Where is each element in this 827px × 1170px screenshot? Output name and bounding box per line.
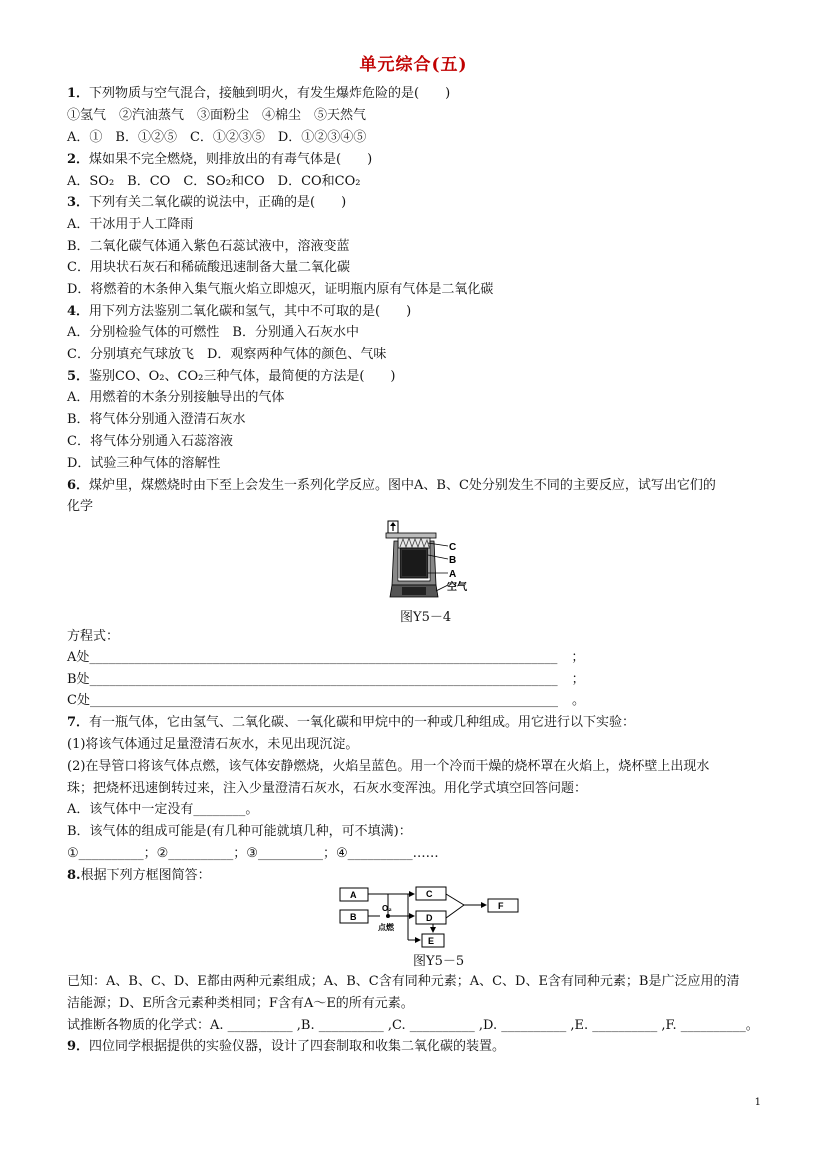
figure-caption-y5-4: 图Y5－4 <box>400 610 452 625</box>
o2-label: O₂ <box>382 904 392 913</box>
question-number: 9． <box>67 1039 90 1054</box>
box-c-label: C <box>426 889 433 899</box>
q5-option-b: B．将气体分别通入澄清石灰水 <box>67 412 246 427</box>
question-number: 3． <box>67 195 90 210</box>
answer-blank[interactable]: ________________________________________________________________________ <box>89 672 558 687</box>
q5-option-a: A．用燃着的木条分别接触导出的气体 <box>67 390 285 405</box>
question-number: 7． <box>67 715 90 730</box>
q3-option-b: B．二氧化碳气体通入紫色石蕊试液中，溶液变蓝 <box>67 239 350 254</box>
q8-known-2: 洁能源；D、E所含元素种类相同；F含有A～E的所有元素。 <box>67 996 414 1011</box>
question-stem: 四位同学根据提供的实验仪器，设计了四套制取和收集二氧化碳的装置。 <box>89 1039 506 1054</box>
q8-known-1: 已知：A、B、C、D、E都由两种元素组成；A、B、C含有同种元素；A、C、D、E含有同种元素；B是广泛应用的清 <box>67 974 740 989</box>
line-label: B处 <box>67 672 90 687</box>
question-number: 1． <box>67 86 90 101</box>
q1-options: A．① B．①②⑤ C．①②③⑤ D．①②③④⑤ <box>67 130 367 145</box>
page-number: 1 <box>754 1097 761 1108</box>
label-c: C <box>449 542 457 553</box>
label-air: 空气 <box>447 582 467 593</box>
box-e-label: E <box>428 936 435 946</box>
question-stem: 下列物质与空气混合，接触到明火，有发生爆炸危险的是( ) <box>89 86 451 101</box>
q7-step-1: (1)将该气体通过足量澄清石灰水，未见出现沉淀。 <box>67 737 359 752</box>
question-6 <box>67 477 716 495</box>
coal-stove-figure <box>382 519 482 603</box>
box-f-label: F <box>498 901 504 911</box>
question-8 <box>67 867 211 885</box>
question-7 <box>67 714 635 732</box>
q6-line-a <box>67 649 584 667</box>
q7-blanks[interactable]: ①__________；②__________；③__________；④__________…… <box>67 846 439 861</box>
page-title: 单元综合(五) <box>359 55 468 75</box>
q4-options-ab: A．分别检验气体的可燃性 B．分别通入石灰水中 <box>67 325 359 340</box>
box-b-label: B <box>350 912 357 922</box>
question-stem: 下列有关二氧化碳的说法中，正确的是( ) <box>89 195 347 210</box>
question-1 <box>67 85 450 103</box>
q7-part-a: A．该气体中一定没有________。 <box>67 802 259 817</box>
q7-step-2a: (2)在导管口将该气体点燃，该气体安静燃烧，火焰呈蓝色。用一个冷而干燥的烧杯罩在火焰上，烧杯壁上出现水 <box>67 759 710 774</box>
ignite-label: 点燃 <box>378 923 394 932</box>
q7-part-b: B．该气体的组成可能是(有几种可能就填几种，可不填满)： <box>67 824 412 839</box>
question-stem: 煤如果不完全燃烧，则排放出的有毒气体是( ) <box>89 152 373 167</box>
question-number: 5． <box>67 369 90 384</box>
answer-blank[interactable]: ________________________________________________________________________ <box>89 650 558 665</box>
question-number: 8. <box>67 868 81 883</box>
label-a: A <box>449 569 457 580</box>
line-end: ； <box>571 650 585 665</box>
q3-option-c: C．用块状石灰石和稀硫酸迅速制备大量二氧化碳 <box>67 260 350 275</box>
flowchart-figure <box>338 884 520 950</box>
q1-items: ①氢气 ②汽油蒸气 ③面粉尘 ④棉尘 ⑤天然气 <box>67 108 367 123</box>
question-5 <box>67 368 395 386</box>
q4-options-cd: C．分别填充气球放飞 D．观察两种气体的颜色、气味 <box>67 347 387 362</box>
question-2 <box>67 151 372 169</box>
question-number: 4． <box>67 304 90 319</box>
question-stem: 有一瓶气体，它由氢气、二氧化碳、一氧化碳和甲烷中的一种或几种组成。用它进行以下实验： <box>89 715 636 730</box>
q6-line-c <box>67 692 585 710</box>
question-3 <box>67 194 346 212</box>
question-9 <box>67 1038 505 1056</box>
q5-option-d: D．试验三种气体的溶解性 <box>67 456 221 471</box>
line-label: C处 <box>67 693 90 708</box>
q3-option-d: D．将燃着的木条伸入集气瓶火焰立即熄灭，证明瓶内原有气体是二氧化碳 <box>67 282 494 297</box>
box-d-label: D <box>426 913 433 923</box>
line-end: ； <box>571 672 585 687</box>
label-b: B <box>449 555 457 566</box>
q6-equation-title: 方程式： <box>67 629 120 644</box>
answer-blank[interactable]: ________________________________________________________________________ <box>89 693 558 708</box>
question-stem: 用下列方法鉴别二氧化碳和氢气，其中不可取的是( ) <box>89 304 412 319</box>
q6-stem-cont: 化学 <box>67 499 94 514</box>
q7-step-2b: 珠；把烧杯迅速倒转过来，注入少量澄清石灰水，石灰水变浑浊。用化学式填空回答问题： <box>67 781 588 796</box>
q2-options: A．SO₂ B．CO C．SO₂和CO D．CO和CO₂ <box>67 174 361 189</box>
question-number: 2． <box>67 152 90 167</box>
q8-infer[interactable]: 试推断各物质的化学式：A. __________ ,B. __________ ,C. __________ ,D. __________ ,E. __________ ,F. __________。 <box>67 1018 759 1033</box>
line-end: 。 <box>571 693 585 708</box>
q5-option-c: C．将气体分别通入石蕊溶液 <box>67 434 233 449</box>
question-4 <box>67 303 411 321</box>
question-stem: 鉴别CO、O₂、CO₂三种气体，最简便的方法是( ) <box>89 369 396 384</box>
figure-caption-y5-5: 图Y5－5 <box>413 954 465 969</box>
question-number: 6． <box>67 478 90 493</box>
question-stem: 煤炉里，煤燃烧时由下至上会发生一系列化学反应。图中A、B、C处分别发生不同的主要反应，试写出它们的 <box>89 478 716 493</box>
box-a-label: A <box>350 890 357 900</box>
question-stem: 根据下列方框图简答： <box>80 868 211 883</box>
line-label: A处 <box>67 650 90 665</box>
q6-line-b <box>67 671 585 689</box>
q3-option-a: A．干冰用于人工降雨 <box>67 217 194 232</box>
